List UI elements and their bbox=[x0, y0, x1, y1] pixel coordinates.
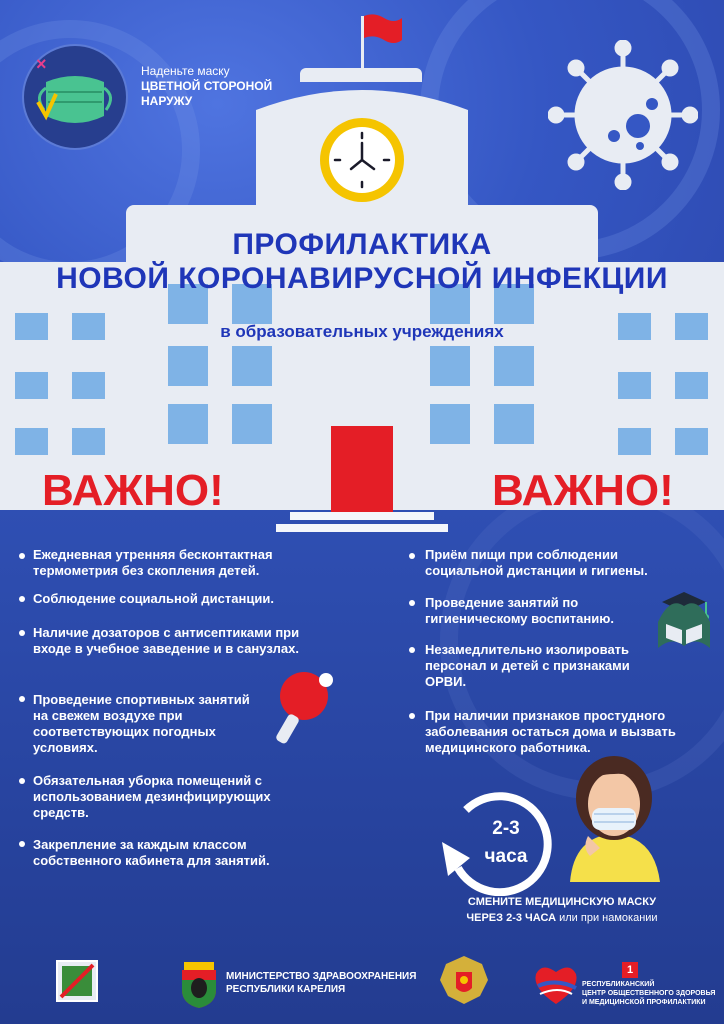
list-item: Закрепление за каждым классом собственного кабинета для занятий. bbox=[33, 837, 270, 868]
health-center-line3: И МЕДИЦИНСКОЙ ПРОФИЛАКТИКИ bbox=[582, 999, 706, 1006]
bullet-dot bbox=[409, 713, 415, 719]
list-item: Незамедлительно изолировать персонал и детей с признаками ОРВИ. bbox=[425, 642, 630, 689]
mask-icon bbox=[24, 46, 126, 148]
mask-notice-text bbox=[141, 64, 272, 109]
building-window bbox=[232, 404, 272, 444]
svg-text:×: × bbox=[36, 54, 47, 74]
virus-icon bbox=[548, 40, 698, 190]
mask-change-bold: ЧЕРЕЗ 2-3 ЧАСА bbox=[466, 912, 557, 924]
health-center-logo bbox=[530, 960, 582, 1006]
ping-pong-icon bbox=[270, 668, 340, 754]
building-window bbox=[430, 346, 470, 386]
bullet-dot bbox=[19, 630, 25, 636]
health-center-line1: РЕСПУБЛИКАНСКИЙ bbox=[582, 981, 655, 988]
list-item: При наличии признаков простудного заболевания остаться дома и вызвать медицинского работника. bbox=[425, 708, 676, 755]
title-line1: ПРОФИЛАКТИКА bbox=[232, 228, 492, 261]
list-item: Приём пищи при соблюдении социальной дистанции и гигиены. bbox=[425, 547, 648, 578]
important-right: ВАЖНО! bbox=[492, 466, 674, 515]
health-center-badge: 1 bbox=[622, 962, 638, 978]
mask-notice-line2: ЦВЕТНОЙ СТОРОНОЙ bbox=[141, 79, 273, 93]
flag-icon bbox=[364, 14, 404, 48]
building-window bbox=[72, 428, 105, 455]
health-center-line2: ЦЕНТР ОБЩЕСТВЕННОГО ЗДОРОВЬЯ bbox=[582, 990, 716, 997]
bullet-dot bbox=[19, 596, 25, 602]
timer-arrow-icon bbox=[436, 786, 556, 896]
list-item: Проведение занятий по гигиеническому воспитанию. bbox=[425, 595, 614, 626]
bullet-dot bbox=[409, 553, 415, 559]
building-window bbox=[168, 404, 208, 444]
ministry-name bbox=[226, 970, 416, 996]
rospotrebnadzor-emblem bbox=[436, 950, 492, 1010]
list-item: Обязательная уборка помещений с использованием дезинфицирующих средств. bbox=[33, 773, 271, 820]
bullet-dot bbox=[409, 647, 415, 653]
list-item: Ежедневная утренняя бесконтактная термометрия без скопления детей. bbox=[33, 547, 273, 578]
ministry-line1: МИНИСТЕРСТВО ЗДРАВООХРАНЕНИЯ bbox=[226, 971, 417, 982]
school-door bbox=[331, 426, 393, 512]
building-window bbox=[494, 346, 534, 386]
important-left: ВАЖНО! bbox=[42, 466, 224, 515]
building-window bbox=[168, 346, 208, 386]
bullet-dot bbox=[409, 600, 415, 606]
bullet-dot bbox=[19, 553, 25, 559]
building-window bbox=[675, 372, 708, 399]
mask-badge bbox=[22, 44, 128, 150]
step bbox=[276, 524, 448, 532]
mask-notice-line3: НАРУЖУ bbox=[141, 94, 193, 108]
bullet-dot bbox=[19, 778, 25, 784]
graduation-book-icon bbox=[654, 586, 714, 652]
timer-unit: часа bbox=[484, 846, 528, 867]
mask-change-line2 bbox=[424, 912, 700, 924]
bullet-dot bbox=[19, 841, 25, 847]
karelia-coat-of-arms bbox=[178, 958, 220, 1008]
ministry-line2: РЕСПУБЛИКИ КАРЕЛИЯ bbox=[226, 984, 346, 995]
mask-change-rest: или при намокании bbox=[556, 912, 658, 924]
building-window bbox=[618, 428, 651, 455]
building-window bbox=[232, 346, 272, 386]
subtitle: в образовательных учреждениях bbox=[220, 322, 504, 341]
building-window bbox=[618, 372, 651, 399]
clock-icon bbox=[320, 118, 404, 202]
building-window bbox=[72, 372, 105, 399]
building-window bbox=[15, 372, 48, 399]
building-window bbox=[494, 404, 534, 444]
list-item: Соблюдение социальной дистанции. bbox=[33, 591, 274, 606]
woman-mask-icon bbox=[560, 752, 668, 882]
step bbox=[290, 512, 434, 520]
building-window bbox=[15, 428, 48, 455]
health-center-name bbox=[582, 980, 715, 1007]
mask-notice-line1: Наденьте маску bbox=[141, 64, 230, 78]
no-virus-logo bbox=[56, 960, 98, 1002]
mask-change-line1: СМЕНИТЕ МЕДИЦИНСКУЮ МАСКУ bbox=[467, 896, 657, 908]
title-line2: НОВОЙ КОРОНАВИРУСНОЙ ИНФЕКЦИИ bbox=[56, 262, 668, 295]
list-item: Проведение спортивных занятий на свежем воздухе при соответствующих погодных условиях. bbox=[33, 692, 250, 755]
timer-value: 2-3 bbox=[492, 818, 520, 839]
list-item: Наличие дозаторов с антисептиками при входе в учебное заведение и в санузлах. bbox=[33, 625, 300, 656]
bullet-dot bbox=[19, 696, 25, 702]
building-window bbox=[675, 428, 708, 455]
building-window bbox=[430, 404, 470, 444]
